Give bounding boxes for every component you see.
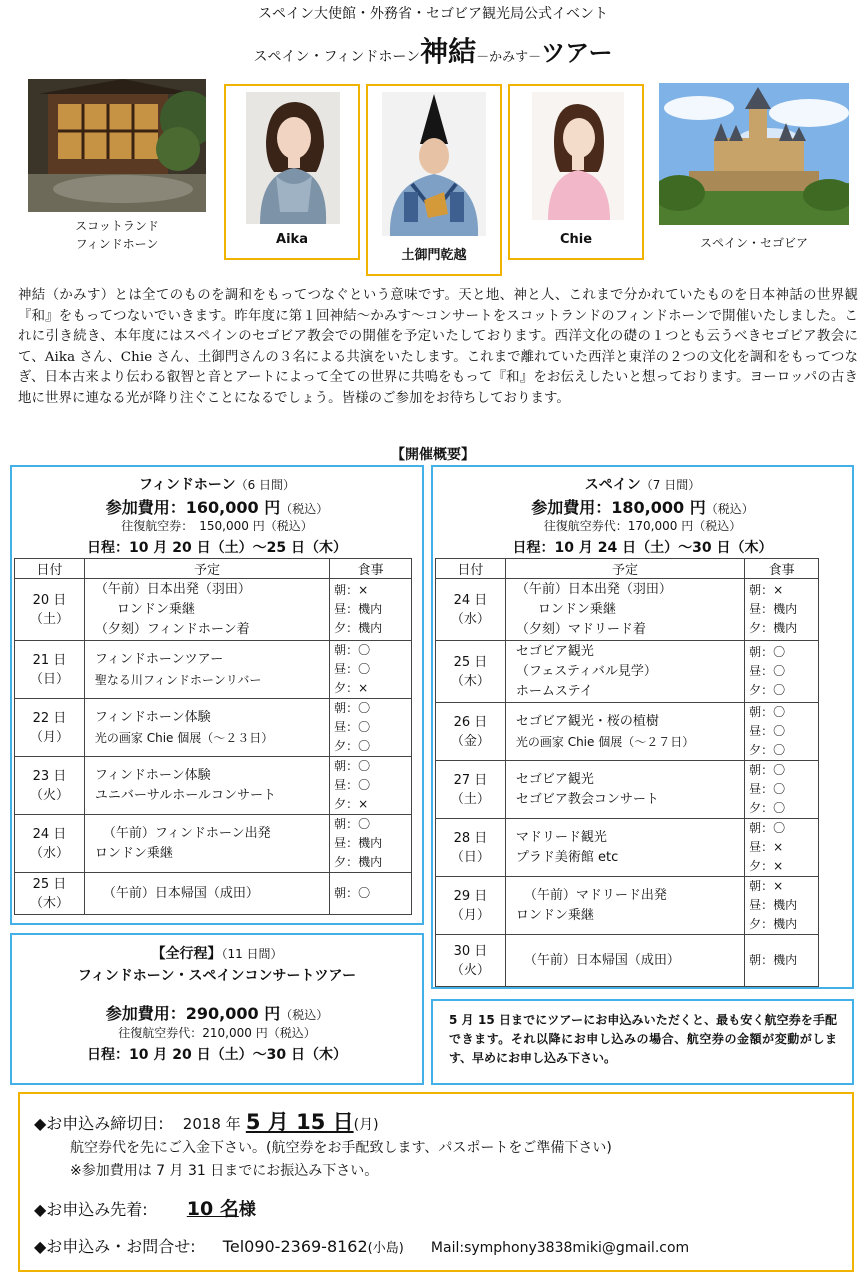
meal-line: 昼：〇 [749,664,786,678]
meal-line: 昼：〇 [334,720,371,734]
title-prefix: スペイン・フィンドホーン [253,49,421,65]
col-date: 日付 [436,559,506,579]
day-date: 29 日 [453,888,488,904]
plan-line: （午前）日本帰国（成田） [102,885,259,901]
meal-line: 朝：〇 [749,763,786,777]
findhorn-fee: 参加費用：160,000 円 [105,498,281,517]
day-dow: （日） [450,849,490,865]
day-dow: （月） [29,729,69,745]
day-date: 25 日 [32,876,67,892]
day-date: 24 日 [453,592,488,608]
full-days: （11 日間） [221,947,283,961]
meal-line: 朝：〇 [749,645,786,659]
findhorn-airfare: 往復航空券： 150,000 円（税込） [121,519,313,533]
meal-line: 夕：〇 [749,683,786,697]
day-dow: （月） [450,907,490,923]
event-title [0,30,866,70]
day-date: 22 日 [32,710,67,726]
deadline-year: 2018 年 [182,1115,241,1133]
meal-line: 朝：× [749,879,784,893]
table-row [15,757,412,815]
day-dow: （火） [450,962,490,978]
table-row [436,641,819,703]
plan-line: セゴビア教会コンサート [515,791,659,807]
col-meal: 食事 [330,559,412,579]
table-row [436,703,819,761]
aika-photo [246,92,340,224]
spain-days: （7 日間） [640,478,701,492]
day-dow: （水） [29,845,69,861]
table-row [15,815,412,873]
day-dow: （火） [29,787,69,803]
day-date: 20 日 [32,592,67,608]
table-row [15,699,412,757]
contact-label: ◆お申込み・お問合せ: [34,1237,196,1256]
first-come-value: 10 名 [186,1198,239,1220]
day-date: 23 日 [32,768,67,784]
plan-line: ホームステイ [515,683,593,699]
plan-line: 聖なる川フィンドホーンリバー [94,672,262,687]
meal-line: 夕：× [334,681,369,695]
plan-line: ユニバーサルホールコンサート [94,787,276,803]
contact-name: (小島) [367,1241,404,1256]
title-reading: －かみす－ [476,50,542,65]
meal-line: 朝：〇 [749,705,786,719]
chie-name: Chie [559,232,593,247]
plan-line: セゴビア観光 [515,643,594,659]
full-dates: 日程：10 月 20 日（土）～30 日（木） [87,1047,347,1063]
table-row [436,579,819,641]
meal-line: 昼：〇 [334,662,371,676]
day-date: 30 日 [453,943,488,959]
contact-email[interactable]: Mail:symphony3838miki@gmail.com [430,1240,690,1256]
meal-line: 朝：× [749,583,784,597]
application-box [18,1092,854,1272]
day-date: 28 日 [453,830,488,846]
meal-line: 朝：〇 [334,701,371,715]
table-row [15,873,412,915]
table-row [436,819,819,877]
day-dow: （水） [450,611,490,627]
day-dow: （木） [450,673,490,689]
aika-card [224,84,360,260]
notice-box [431,999,854,1085]
col-plan: 予定 [505,559,744,579]
plan-line: セゴビア観光 [515,771,594,787]
findhorn-dates: 日程：10 月 20 日（土）～25 日（木） [87,540,347,556]
plan-line: マドリード観光 [515,829,607,845]
plan-line: セゴビア観光・桜の植樹 [515,713,659,729]
plan-line: （午前）マドリード出発 [523,887,667,903]
tsuchimikado-photo [382,92,486,236]
notice-text: 5 月 15 日までにツアーにお申込みいただくと、最も安く航空券を手配できます。それ以降にお申し込みの場合、航空券の金額が変動がします、早めにお申し込み下さい。 [449,1013,837,1065]
meal-line: 昼：〇 [749,782,786,796]
plan-line: （午前）日本帰国（成田） [523,952,680,968]
title-suffix: ツアー [541,39,613,67]
first-come-suffix: 様 [238,1200,256,1220]
overview-title: 【開催概要】 [391,447,475,463]
findhorn-caption-1: スコットランド [75,219,159,233]
day-dow: （金） [450,733,490,749]
meal-line: 朝：機内 [749,953,798,967]
col-plan: 予定 [84,559,329,579]
spain-fee: 参加費用：180,000 円 [531,498,706,517]
meal-line: 朝：〇 [334,643,371,657]
meal-line: 昼：〇 [749,724,786,738]
plan-line: フィンドホーン体験 [94,709,211,725]
aika-name: Aika [276,232,308,247]
meal-line: 夕：機内 [334,621,383,635]
meal-line: 朝：× [334,583,369,597]
tsuchimikado-card [366,84,502,276]
full-fee-tax: （税込） [280,1008,329,1022]
plan-line: （夕刻）マドリード着 [515,621,646,637]
day-date: 24 日 [32,826,67,842]
findhorn-photo [28,79,206,212]
day-date: 21 日 [32,652,67,668]
contact-tel[interactable]: Tel090-2369-8162 [222,1237,368,1256]
meal-line: 夕：〇 [749,801,786,815]
meal-line: 昼：× [749,840,784,854]
day-dow: （土） [29,611,69,627]
meal-line: 昼：〇 [334,778,371,792]
airfare-note: 航空券代を先にご入金下さい。(航空券をお手配致します、パスポートをご準備下さい) [70,1140,612,1156]
plan-line: ロンドン乗継 [94,845,173,861]
intro-text: 神結（かみす）とは全てのものを調和をもってつなぐという意味です。天と地、神と人、これまで分かれていたものを日本神話の世界観『和』をもってつないでいきます。昨年度に第１回神結～かみす～コンサートをスコットランドのフィンドホーンで開催いたしました。これに引き続き、本年度にはスペインのセゴビア教会での開催を予定いたしております。西洋文化の礎の１つとも云うべきセゴビア教会にて、Aika さん、Chie さん、土御門さんの３名による共演をいたします。これまで離れていた西洋と東洋の２つの文化を調和をもってつなぎ、日本古来より伝わる叡智と音とアートによって全ての世界に共鳴をもって『和』をお伝えしたいと想っております。ヨーロッパの古き地に世界に連なる光が降り注ぐことになるでしょう。皆様のご参加をお待ちしております。 [18,288,858,406]
deadline-label: ◆お申込み締切日: [34,1114,164,1133]
segovia-caption: スペイン・セゴビア [699,236,808,250]
fee-note: ※参加費用は 7 月 31 日までにお振込み下さい。 [70,1163,379,1179]
deadline-date: 5 月 15 日 [245,1110,354,1134]
plan-line: 光の画家 Chie 個展（～２７日） [515,734,695,749]
plan-line: ロンドン乗継 [116,601,195,617]
spain-dates: 日程：10 月 24 日（土）～30 日（木） [512,540,773,556]
full-fee: 参加費用：290,000 円 [105,1004,281,1023]
meal-line: 朝：〇 [749,821,786,835]
findhorn-fee-tax: （税込） [280,502,329,516]
full-airfare: 往復航空券代：210,000 円（税込） [118,1026,316,1040]
day-dow: （土） [450,791,490,807]
full-name: フィンドホーン・スペインコンサートツアー [77,968,357,984]
spain-name: スペイン [584,477,641,493]
findhorn-name: フィンドホーン [138,477,236,493]
meal-line: 夕：機内 [749,917,798,931]
segovia-photo [659,83,849,225]
chie-photo [532,92,624,220]
plan-line: （午前）フィンドホーン出発 [102,825,271,841]
table-row [15,641,412,699]
plan-line: 光の画家 Chie 個展（～２３日） [94,730,274,745]
day-dow: （木） [29,895,69,911]
spain-fee-tax: （税込） [705,502,754,516]
chie-card [508,84,644,260]
table-row [436,877,819,935]
plan-line: プラド美術館 etc [515,849,619,865]
meal-line: 夕：〇 [749,743,786,757]
plan-line: （フェスティバル見学） [515,663,657,679]
meal-line: 昼：機内 [749,602,798,616]
meal-line: 夕：〇 [334,739,371,753]
findhorn-schedule-table [14,558,412,915]
findhorn-caption-2: フィンドホーン [75,237,159,251]
day-date: 27 日 [453,772,488,788]
meal-line: 夕：機内 [334,855,383,869]
meal-line: 昼：機内 [334,836,383,850]
table-row [436,761,819,819]
spain-box [431,465,854,989]
plan-line: （夕刻）フィンドホーン着 [94,621,250,637]
meal-line: 昼：機内 [334,602,383,616]
deadline-dow: (月) [353,1117,379,1133]
plan-line: ロンドン乗継 [537,601,616,617]
spain-schedule-table [435,558,819,987]
spain-airfare: 往復航空券代：170,000 円（税込） [543,519,742,533]
day-dow: （日） [29,671,69,687]
findhorn-box [10,465,424,925]
table-row [15,579,412,641]
plan-line: ロンドン乗継 [515,907,594,923]
day-date: 25 日 [453,654,488,670]
col-meal: 食事 [745,559,819,579]
plan-line: フィンドホーン体験 [94,767,211,783]
first-come-label: ◆お申込み先着: [34,1200,148,1219]
day-date: 26 日 [453,714,488,730]
table-row [436,935,819,987]
plan-line: フィンドホーンツアー [94,651,224,667]
meal-line: 朝：〇 [334,817,371,831]
col-date: 日付 [15,559,85,579]
full-tour-box [10,933,424,1085]
findhorn-days: （6 日間） [235,478,296,492]
meal-line: 朝：〇 [334,886,371,900]
meal-line: 朝：〇 [334,759,371,773]
meal-line: 昼：機内 [749,898,798,912]
organizer-line: スペイン大使館・外務省・セゴビア観光局公式イベント [258,6,608,22]
title-main: 神結 [420,35,477,68]
meal-line: 夕：× [334,797,369,811]
plan-line: （午前）日本出発（羽田） [94,581,251,597]
meal-line: 夕：× [749,859,784,873]
meal-line: 夕：機内 [749,621,798,635]
full-title: 【全行程】 [151,946,222,962]
tsuchimikado-name: 土御門乾越 [401,248,467,263]
plan-line: （午前）日本出発（羽田） [515,581,672,597]
